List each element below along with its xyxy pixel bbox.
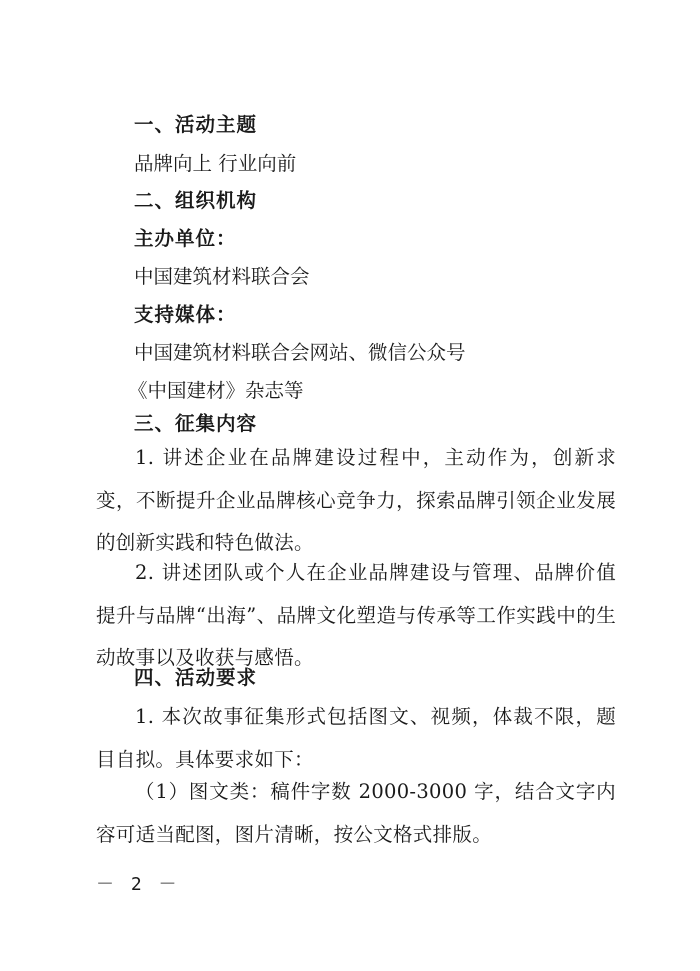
media-line-2: 《中国建材》杂志等 [128,379,304,402]
requirements-paragraph-1: 1. 本次故事征集形式包括图文、视频，体裁不限，题目自拟。具体要求如下： [96,705,616,771]
heading-content: 三、征集内容 [134,412,258,435]
host-name: 中国建筑材料联合会 [134,265,310,288]
requirements-paragraph-2: （1）图文类：稿件字数 2000-3000 字，结合文字内容可适当配图，图片清晰，按公文格式排版。 [96,780,616,846]
heading-requirements: 四、活动要求 [134,666,258,689]
content-paragraph-1: 1. 讲述企业在品牌建设过程中，主动作为，创新求变，不断提升企业品牌核心竞争力，探索品牌引领企业发展的创新实践和特色做法。 [96,446,616,554]
theme-text: 品牌向上 行业向前 [134,152,297,175]
page-number: － 2 － [96,874,180,895]
content-paragraph-2: 2. 讲述团队或个人在企业品牌建设与管理、品牌价值提升与品牌“出海”、品牌文化塑造与传承等工作实践中的生动故事以及收获与感悟。 [96,561,616,669]
media-label: 支持媒体： [134,303,237,326]
heading-organization: 二、组织机构 [134,189,258,212]
media-line-1: 中国建筑材料联合会网站、微信公众号 [134,341,466,364]
host-label: 主办单位： [134,227,237,250]
heading-activity-theme: 一、活动主题 [134,113,258,136]
